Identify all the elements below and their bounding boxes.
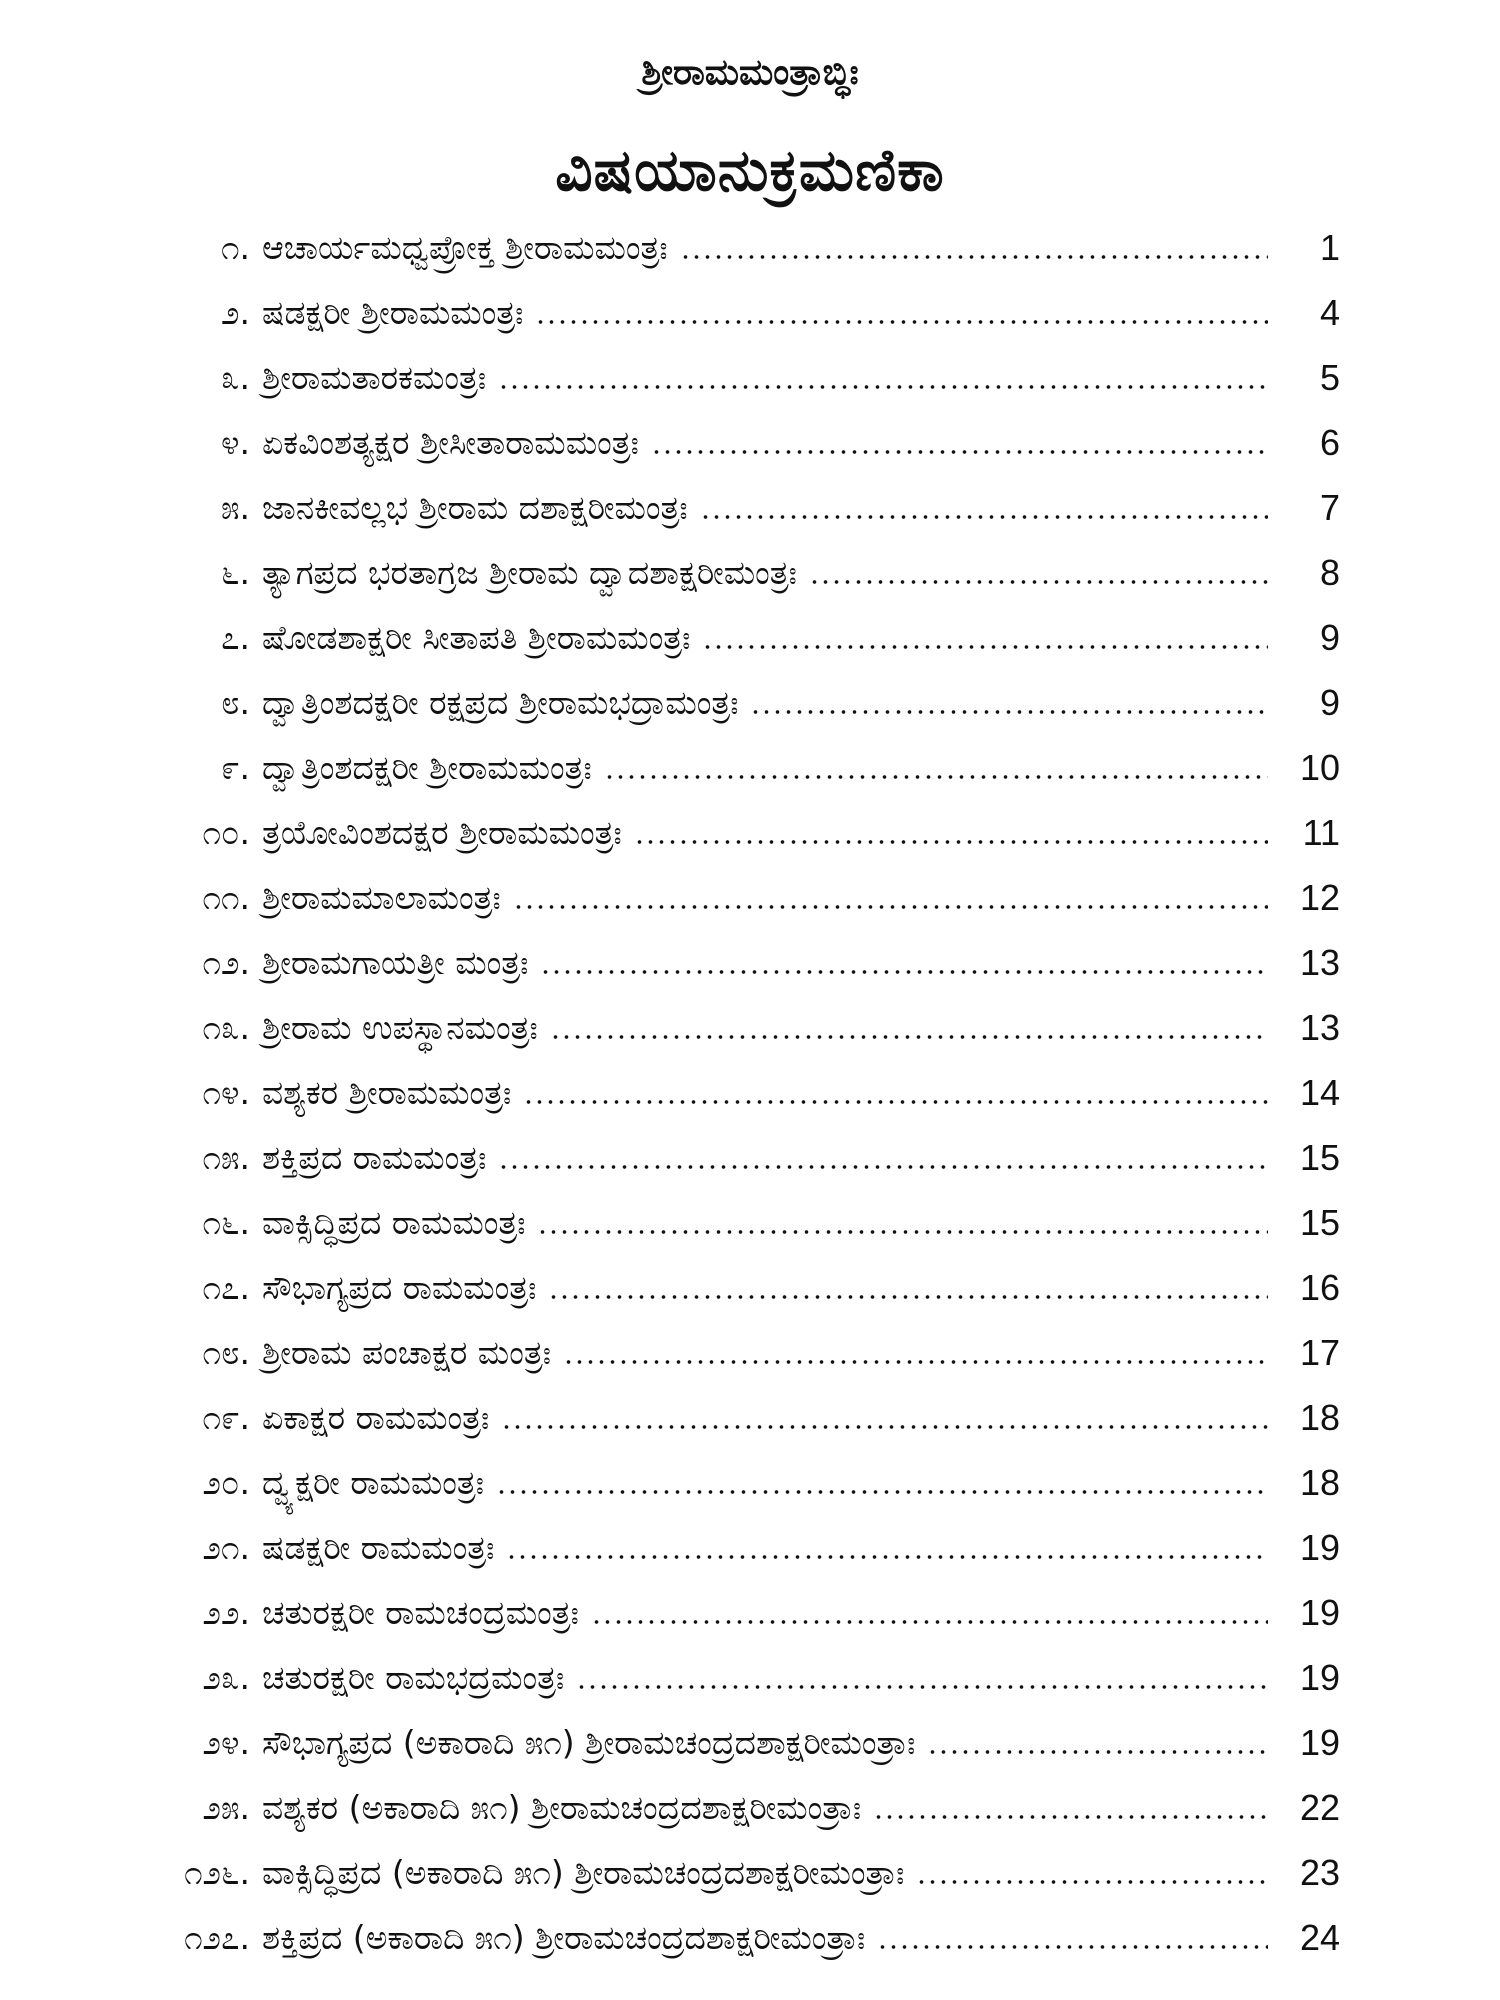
toc-entry-page-number: 18: [1299, 1396, 1340, 1438]
toc-entry-title: ದ್ವ್ಯಕ್ಷರೀ ರಾಮಮಂತ್ರಃ: [262, 1462, 484, 1502]
toc-entry-title: ಷೋಡಶಾಕ್ಷರೀ ಸೀತಾಪತಿ ಶ್ರೀರಾಮಮಂತ್ರಃ: [262, 617, 691, 657]
toc-entry: [0, 1775, 1500, 1840]
toc-entry-page-number: 22: [1299, 1786, 1340, 1828]
toc-entry-title: ಶ್ರೀರಾಮತಾರಕಮಂತ್ರಃ: [262, 357, 487, 397]
toc-entry: [0, 215, 1500, 280]
toc-entry: [0, 865, 1500, 930]
dot-leader: [576, 1684, 1268, 1690]
dot-leader: [680, 254, 1268, 260]
dot-leader: [873, 1814, 1268, 1820]
toc-entry-page-number: 8: [1319, 551, 1340, 593]
toc-entry-page-number: 15: [1299, 1201, 1340, 1243]
toc-entry: [0, 1125, 1500, 1190]
toc-entry-title: ದ್ವಾತ್ರಿಂಶದಕ್ಷರೀ ಶ್ರೀರಾಮಮಂತ್ರಃ: [262, 747, 592, 787]
dot-leader: [604, 774, 1268, 780]
toc-entry: [0, 1515, 1500, 1580]
toc-entry-number: ೧೯.: [202, 1397, 250, 1437]
toc-entry: [0, 800, 1500, 865]
toc-entry: [0, 1450, 1500, 1515]
toc-entry-number: ೨೪.: [202, 1722, 250, 1762]
toc-entry: [0, 410, 1500, 475]
toc-entry: [0, 735, 1500, 800]
toc-entry-number: ೪.: [221, 422, 250, 462]
toc-entry-number: ೧೧.: [202, 877, 250, 917]
toc-entry-page-number: 10: [1299, 746, 1340, 788]
toc-entry-page-number: 12: [1299, 876, 1340, 918]
toc-entry-page-number: 19: [1299, 1721, 1340, 1763]
toc-entry: [0, 1710, 1500, 1775]
dot-leader: [540, 969, 1268, 975]
toc-entry-page-number: 18: [1299, 1461, 1340, 1503]
toc-entry-title: ಚತುರಕ್ಷರೀ ರಾಮಚಂದ್ರಮಂತ್ರಃ: [262, 1592, 579, 1632]
toc-entry-title: ತ್ಯಾಗಪ್ರದ ಭರತಾಗ್ರಜ ಶ್ರೀರಾಮ ದ್ವಾದಶಾಕ್ಷರೀಮಂತ್ರಃ: [262, 552, 797, 592]
toc-entry-page-number: 13: [1299, 1006, 1340, 1048]
toc-entry-page-number: 4: [1319, 291, 1340, 333]
toc-entry: [0, 1255, 1500, 1320]
toc-entry-page-number: 19: [1299, 1656, 1340, 1698]
dot-leader: [809, 579, 1268, 585]
dot-leader: [750, 709, 1268, 715]
dot-leader: [651, 449, 1268, 455]
toc-entry-title: ವಶ್ಯಕರ ಶ್ರೀರಾಮಮಂತ್ರಃ: [262, 1072, 512, 1112]
toc-entry-number: ೨೦.: [202, 1462, 250, 1502]
toc-entry-title: ದ್ವಾತ್ರಿಂಶದಕ್ಷರೀ ರಕ್ಷಪ್ರದ ಶ್ರೀರಾಮಭದ್ರಾಮಂತ್ರಃ: [262, 682, 739, 722]
toc-entry-page-number: 15: [1299, 1136, 1340, 1178]
toc-entry-title: ವಾಕ್ಸಿದ್ಧಿಪ್ರದ ರಾಮಮಂತ್ರಃ: [262, 1202, 526, 1242]
dot-leader: [563, 1359, 1268, 1365]
dot-leader: [634, 839, 1268, 845]
toc-entry-number: ೧೨೭.: [184, 1917, 250, 1957]
toc-entry-title: ಆಚಾರ್ಯಮಧ್ವಪ್ರೋಕ್ತ ಶ್ರೀರಾಮಮಂತ್ರಃ: [262, 227, 668, 267]
toc-entry-title: ಶ್ರೀರಾಮಗಾಯತ್ರೀ ಮಂತ್ರಃ: [262, 942, 529, 982]
toc-entry: [0, 280, 1500, 345]
toc-entry-title: ಷಡಕ್ಷರೀ ರಾಮಮಂತ್ರಃ: [262, 1527, 495, 1567]
dot-leader: [506, 1554, 1268, 1560]
toc-entry-title: ತ್ರಯೋವಿಂಶದಕ್ಷರ ಶ್ರೀರಾಮಮಂತ್ರಃ: [262, 812, 622, 852]
toc-entry-number: ೨೧.: [202, 1527, 250, 1567]
dot-leader: [548, 1294, 1268, 1300]
toc-entry-number: ೫.: [221, 487, 250, 527]
dot-leader: [496, 1489, 1268, 1495]
toc-entry-number: ೯.: [221, 747, 250, 787]
toc-entry-title: ವಾಕ್ಸಿದ್ಧಿಪ್ರದ (ಅಕಾರಾದಿ ೫೧) ಶ್ರೀರಾಮಚಂದ್ರದಶಾಕ್ಷರೀಮಂತ್ರಾಃ: [262, 1852, 905, 1892]
toc-entry-title: ಸೌಭಾಗ್ಯಪ್ರದ (ಅಕಾರಾದಿ ೫೧) ಶ್ರೀರಾಮಚಂದ್ರದಶಾಕ್ಷರೀಮಂತ್ರಾಃ: [262, 1722, 916, 1762]
dot-leader: [927, 1749, 1268, 1755]
toc-entry-number: ೧೭.: [202, 1267, 250, 1307]
dot-leader: [523, 1099, 1268, 1105]
toc-entry-title: ಶ್ರೀರಾಮ ಉಪಸ್ಥಾನಮಂತ್ರಃ: [262, 1007, 538, 1047]
dot-leader: [702, 644, 1268, 650]
toc-entry-number: ೬.: [221, 552, 250, 592]
toc-entry-page-number: 9: [1319, 616, 1340, 658]
toc-entry: [0, 345, 1500, 410]
toc-entry-number: ೧೪.: [202, 1072, 250, 1112]
toc-entry-number: ೧೨೬.: [184, 1852, 250, 1892]
toc-entry-number: ೨.: [221, 292, 250, 332]
toc-entry-title: ಜಾನಕೀವಲ್ಲಭ ಶ್ರೀರಾಮ ದಶಾಕ್ಷರೀಮಂತ್ರಃ: [262, 487, 688, 527]
toc-entry-number: ೭.: [221, 617, 250, 657]
toc-entry-page-number: 7: [1319, 486, 1340, 528]
dot-leader: [550, 1034, 1268, 1040]
dot-leader: [513, 904, 1268, 910]
toc-entry-title: ಶ್ರೀರಾಮ ಪಂಚಾಕ್ಷರ ಮಂತ್ರಃ: [262, 1332, 551, 1372]
dot-leader: [916, 1879, 1268, 1885]
toc-entry-number: ೩.: [221, 357, 250, 397]
toc-entry: [0, 1060, 1500, 1125]
toc-entry-page-number: 5: [1319, 356, 1340, 398]
toc-entry-page-number: 19: [1299, 1591, 1340, 1633]
toc-entry-number: ೧೫.: [202, 1137, 250, 1177]
toc-entry: [0, 1905, 1500, 1970]
toc-entry-number: ೨೩.: [202, 1657, 250, 1697]
toc-entry-page-number: 24: [1299, 1916, 1340, 1958]
toc-entry-number: ೧೩.: [202, 1007, 250, 1047]
toc-entry-title: ಏಕವಿಂಶತ್ಯಕ್ಷರ ಶ್ರೀಸೀತಾರಾಮಮಂತ್ರಃ: [262, 422, 639, 462]
toc-entry-number: ೮.: [221, 682, 250, 722]
toc-entry-number: ೧೮.: [202, 1332, 250, 1372]
toc-entry-page-number: 14: [1299, 1071, 1340, 1113]
toc-entry-number: ೧.: [221, 227, 250, 267]
toc-entry: [0, 1385, 1500, 1450]
toc-entry-page-number: 9: [1319, 681, 1340, 723]
toc-entry-title: ಶ್ರೀರಾಮಮಾಲಾಮಂತ್ರಃ: [262, 877, 501, 917]
dot-leader: [535, 319, 1268, 325]
toc-entry-title: ಸೌಭಾಗ್ಯಪ್ರದ ರಾಮಮಂತ್ರಃ: [262, 1267, 537, 1307]
toc-entry-page-number: 13: [1299, 941, 1340, 983]
toc-entry: [0, 475, 1500, 540]
toc-entry: [0, 605, 1500, 670]
toc-entry: [0, 930, 1500, 995]
toc-entry-title: ಶಕ್ತಿಪ್ರದ ರಾಮಮಂತ್ರಃ: [262, 1137, 487, 1177]
dot-leader: [591, 1619, 1268, 1625]
running-head: ಶ್ರೀರಾಮಮಂತ್ರಾಬ್ಧಿಃ: [641, 52, 859, 93]
toc-entry-title: ಶಕ್ತಿಪ್ರದ (ಅಕಾರಾದಿ ೫೧) ಶ್ರೀರಾಮಚಂದ್ರದಶಾಕ್ಷರೀಮಂತ್ರಾಃ: [262, 1917, 866, 1957]
dot-leader: [498, 1164, 1268, 1170]
toc-entry-title: ಚತುರಕ್ಷರೀ ರಾಮಭದ್ರಮಂತ್ರಃ: [262, 1657, 565, 1697]
toc-entry: [0, 1840, 1500, 1905]
toc-entry-title: ಏಕಾಕ್ಷರ ರಾಮಮಂತ್ರಃ: [262, 1397, 490, 1437]
toc-entry-number: ೧೨.: [202, 942, 250, 982]
toc-entry-page-number: 16: [1299, 1266, 1340, 1308]
toc-entry-page-number: 6: [1319, 421, 1340, 463]
page-title: ವಿಷಯಾನುಕ್ರಮಣಿಕಾ: [555, 136, 945, 204]
toc-entry-number: ೧೦.: [202, 812, 250, 852]
toc-entry-number: ೧೬.: [202, 1202, 250, 1242]
dot-leader: [700, 514, 1268, 520]
toc-entry: [0, 995, 1500, 1060]
toc-entry-page-number: 1: [1319, 226, 1340, 268]
toc-entry-page-number: 19: [1299, 1526, 1340, 1568]
toc-entry-page-number: 17: [1299, 1331, 1340, 1373]
toc-entry-page-number: 23: [1299, 1851, 1340, 1893]
toc-entry: [0, 540, 1500, 605]
dot-leader: [537, 1229, 1268, 1235]
dot-leader: [501, 1424, 1268, 1430]
dot-leader: [498, 384, 1268, 390]
toc-entry: [0, 1320, 1500, 1385]
toc-entry: [0, 1580, 1500, 1645]
toc-entry-title: ಷಡಕ್ಷರೀ ಶ್ರೀರಾಮಮಂತ್ರಃ: [262, 292, 524, 332]
table-of-contents: [0, 215, 1500, 1970]
toc-entry: [0, 670, 1500, 735]
toc-entry: [0, 1190, 1500, 1255]
dot-leader: [877, 1944, 1268, 1950]
toc-entry-page-number: 11: [1302, 811, 1340, 853]
toc-entry: [0, 1645, 1500, 1710]
toc-entry-number: ೨೫.: [202, 1787, 250, 1827]
toc-entry-number: ೨೨.: [202, 1592, 250, 1632]
toc-entry-title: ವಶ್ಯಕರ (ಅಕಾರಾದಿ ೫೧) ಶ್ರೀರಾಮಚಂದ್ರದಶಾಕ್ಷರೀಮಂತ್ರಾಃ: [262, 1787, 862, 1827]
